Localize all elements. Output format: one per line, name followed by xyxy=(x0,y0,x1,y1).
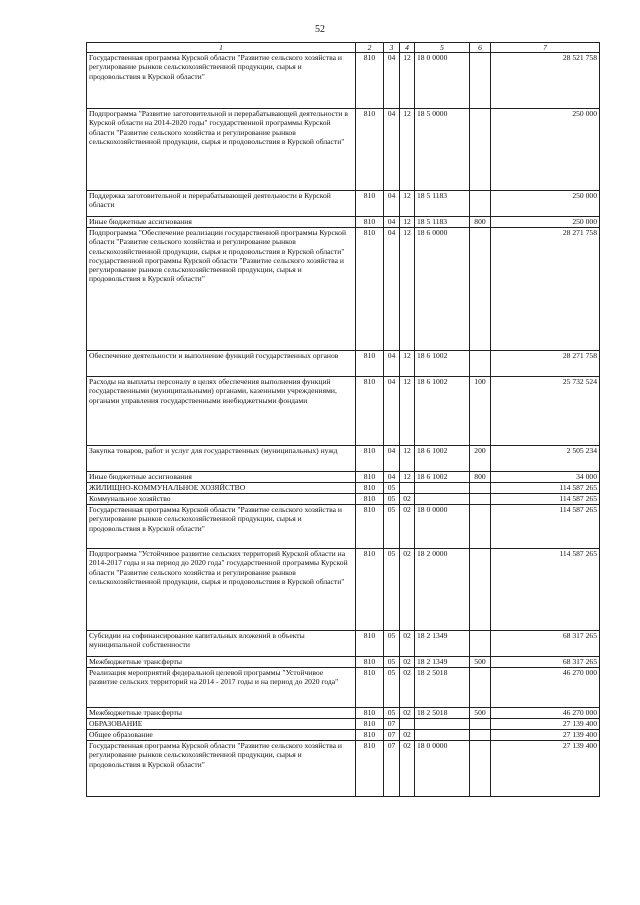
row-target-code: 18 6 1002 xyxy=(415,446,470,472)
row-amount: 28 271 758 xyxy=(491,351,600,377)
row-target-code: 18 0 0000 xyxy=(415,53,470,109)
row-target-code xyxy=(415,483,470,494)
row-amount: 114 587 265 xyxy=(491,549,600,631)
row-section-code: 04 xyxy=(384,446,400,472)
row-section-code: 04 xyxy=(384,217,400,228)
row-ved-code: 810 xyxy=(356,730,384,741)
row-subsection-code: 12 xyxy=(400,217,415,228)
row-ved-code: 810 xyxy=(356,377,384,446)
row-name: Поддержка заготовительной и перерабатывающей деятельности в Курской области xyxy=(87,191,356,217)
table-row xyxy=(87,505,600,549)
row-subsection-code: 12 xyxy=(400,446,415,472)
row-amount: 250 000 xyxy=(491,191,600,217)
row-section-code: 04 xyxy=(384,191,400,217)
row-section-code: 04 xyxy=(384,472,400,483)
row-target-code: 18 6 0000 xyxy=(415,228,470,351)
row-target-code xyxy=(415,730,470,741)
table-row xyxy=(87,109,600,191)
column-header: 6 xyxy=(470,43,491,53)
row-ved-code: 810 xyxy=(356,483,384,494)
row-section-code: 04 xyxy=(384,351,400,377)
row-section-code: 05 xyxy=(384,483,400,494)
row-name: Межбюджетные трансферты xyxy=(87,708,356,719)
row-expense-type-code: 500 xyxy=(470,657,491,668)
row-expense-type-code: 800 xyxy=(470,217,491,228)
row-target-code: 18 6 1002 xyxy=(415,377,470,446)
row-subsection-code: 02 xyxy=(400,494,415,505)
table-row xyxy=(87,191,600,217)
row-amount: 114 587 265 xyxy=(491,494,600,505)
row-target-code: 18 2 1349 xyxy=(415,657,470,668)
row-amount: 25 732 524 xyxy=(491,377,600,446)
row-amount: 28 521 758 xyxy=(491,53,600,109)
row-subsection-code: 02 xyxy=(400,549,415,631)
row-ved-code: 810 xyxy=(356,494,384,505)
row-expense-type-code xyxy=(470,191,491,217)
row-expense-type-code xyxy=(470,483,491,494)
row-subsection-code: 02 xyxy=(400,668,415,708)
row-subsection-code: 12 xyxy=(400,351,415,377)
row-subsection-code: 02 xyxy=(400,657,415,668)
row-name: Государственная программа Курской области "Развитие сельского хозяйства и регулирование рынков сельскохозяйственной продукции, сырья и продовольствия в Курской области" xyxy=(87,505,356,549)
row-section-code: 04 xyxy=(384,53,400,109)
table-row xyxy=(87,472,600,483)
row-amount: 68 317 265 xyxy=(491,657,600,668)
table-row xyxy=(87,549,600,631)
row-name: Иные бюджетные ассигнования xyxy=(87,472,356,483)
row-section-code: 04 xyxy=(384,109,400,191)
row-amount: 27 139 400 xyxy=(491,741,600,797)
row-name: Подпрограмма "Развитие заготовительной и перерабатывающей деятельности в Курской области на 2014-2020 годы" государственной программы Курской области "Развитие сельского хозяйства и регулирование рынков сельскохозяйственной продукции, сырья и продовольствия в Курской области" xyxy=(87,109,356,191)
row-name: ЖИЛИЩНО-КОММУНАЛЬНОЕ ХОЗЯЙСТВО xyxy=(87,483,356,494)
row-expense-type-code: 200 xyxy=(470,446,491,472)
row-expense-type-code xyxy=(470,505,491,549)
row-amount: 28 271 758 xyxy=(491,228,600,351)
table-row xyxy=(87,377,600,446)
table-row xyxy=(87,494,600,505)
row-ved-code: 810 xyxy=(356,668,384,708)
row-ved-code: 810 xyxy=(356,741,384,797)
row-subsection-code xyxy=(400,483,415,494)
row-name: Реализация мероприятий федеральной целевой программы "Устойчивое развитие сельских территорий на 2014 - 2017 годы и на период до 2020 года" xyxy=(87,668,356,708)
row-ved-code: 810 xyxy=(356,719,384,730)
row-name: Иные бюджетные ассигнования xyxy=(87,217,356,228)
row-name: Закупка товаров, работ и услуг для государственных (муниципальных) нужд xyxy=(87,446,356,472)
row-expense-type-code: 100 xyxy=(470,377,491,446)
row-target-code xyxy=(415,494,470,505)
row-amount: 2 505 234 xyxy=(491,446,600,472)
column-header: 2 xyxy=(356,43,384,53)
row-ved-code: 810 xyxy=(356,191,384,217)
row-ved-code: 810 xyxy=(356,631,384,657)
row-target-code xyxy=(415,719,470,730)
row-expense-type-code xyxy=(470,494,491,505)
row-section-code: 07 xyxy=(384,741,400,797)
row-ved-code: 810 xyxy=(356,549,384,631)
row-expense-type-code xyxy=(470,631,491,657)
row-expense-type-code xyxy=(470,741,491,797)
row-amount: 34 000 xyxy=(491,472,600,483)
row-subsection-code: 02 xyxy=(400,631,415,657)
row-name: Общее образование xyxy=(87,730,356,741)
row-section-code: 04 xyxy=(384,377,400,446)
row-subsection-code: 02 xyxy=(400,708,415,719)
row-ved-code: 810 xyxy=(356,228,384,351)
row-subsection-code xyxy=(400,719,415,730)
table-row xyxy=(87,228,600,351)
table-row xyxy=(87,446,600,472)
row-amount: 27 139 400 xyxy=(491,719,600,730)
row-ved-code: 810 xyxy=(356,53,384,109)
table-row xyxy=(87,730,600,741)
row-expense-type-code: 500 xyxy=(470,708,491,719)
row-amount: 46 270 000 xyxy=(491,668,600,708)
row-expense-type-code xyxy=(470,730,491,741)
table-row xyxy=(87,657,600,668)
row-ved-code: 810 xyxy=(356,217,384,228)
row-subsection-code: 12 xyxy=(400,228,415,351)
table-body xyxy=(87,53,600,797)
column-header: 1 xyxy=(87,43,356,53)
row-amount: 114 587 265 xyxy=(491,483,600,494)
table-row xyxy=(87,668,600,708)
row-expense-type-code xyxy=(470,228,491,351)
row-subsection-code: 12 xyxy=(400,377,415,446)
row-name: Обеспечение деятельности и выполнение функций государственных органов xyxy=(87,351,356,377)
row-section-code: 05 xyxy=(384,549,400,631)
row-section-code: 05 xyxy=(384,657,400,668)
row-subsection-code: 12 xyxy=(400,109,415,191)
row-expense-type-code xyxy=(470,351,491,377)
row-target-code: 18 0 0000 xyxy=(415,741,470,797)
table-row xyxy=(87,53,600,109)
row-section-code: 05 xyxy=(384,668,400,708)
table-row xyxy=(87,719,600,730)
row-name: Подпрограмма "Устойчивое развитие сельских территорий Курской области на 2014-2017 годы и на период до 2020 года" государственной программы Курской области "Развитие сельского хозяйства и регулирование рынков сельскохозяйственной продукции, сырья и продовольствия в Курской области" xyxy=(87,549,356,631)
table-row xyxy=(87,631,600,657)
row-name: Субсидии на софинансирование капитальных вложений в объекты муниципальной собственности xyxy=(87,631,356,657)
row-name: Государственная программа Курской области "Развитие сельского хозяйства и регулирование рынков сельскохозяйственной продукции, сырья и продовольствия в Курской области" xyxy=(87,741,356,797)
table-header-row xyxy=(87,43,600,53)
row-ved-code: 810 xyxy=(356,657,384,668)
row-expense-type-code xyxy=(470,53,491,109)
row-ved-code: 810 xyxy=(356,505,384,549)
row-section-code: 05 xyxy=(384,708,400,719)
row-target-code: 18 2 5018 xyxy=(415,708,470,719)
table-row xyxy=(87,351,600,377)
row-name: Расходы на выплаты персоналу в целях обеспечения выполнения функций государственными (муниципальными) органами, казенными учреждениями, органами управления государственными внебюджетными фондами xyxy=(87,377,356,446)
row-name: Межбюджетные трансферты xyxy=(87,657,356,668)
row-section-code: 07 xyxy=(384,719,400,730)
column-header: 4 xyxy=(400,43,415,53)
row-expense-type-code xyxy=(470,719,491,730)
row-section-code: 07 xyxy=(384,730,400,741)
row-amount: 250 000 xyxy=(491,109,600,191)
row-section-code: 05 xyxy=(384,494,400,505)
column-header: 7 xyxy=(491,43,600,53)
row-subsection-code: 02 xyxy=(400,730,415,741)
row-section-code: 05 xyxy=(384,631,400,657)
column-header: 5 xyxy=(415,43,470,53)
row-amount: 27 139 400 xyxy=(491,730,600,741)
row-ved-code: 810 xyxy=(356,708,384,719)
table-row xyxy=(87,483,600,494)
page-number: 52 xyxy=(315,24,325,35)
table-row xyxy=(87,708,600,719)
row-target-code: 18 5 1183 xyxy=(415,217,470,228)
row-ved-code: 810 xyxy=(356,109,384,191)
row-section-code: 05 xyxy=(384,505,400,549)
row-subsection-code: 12 xyxy=(400,191,415,217)
row-ved-code: 810 xyxy=(356,446,384,472)
table-row xyxy=(87,741,600,797)
row-amount: 250 000 xyxy=(491,217,600,228)
row-subsection-code: 12 xyxy=(400,472,415,483)
row-amount: 46 270 000 xyxy=(491,708,600,719)
row-target-code: 18 5 0000 xyxy=(415,109,470,191)
column-header: 3 xyxy=(384,43,400,53)
row-target-code: 18 5 1183 xyxy=(415,191,470,217)
row-ved-code: 810 xyxy=(356,351,384,377)
row-target-code: 18 6 1002 xyxy=(415,351,470,377)
row-expense-type-code xyxy=(470,109,491,191)
row-name: Подпрограмма "Обеспечение реализации государственной программы Курской области "Развитие сельского хозяйства и регулирование рынков сельскохозяйственной продукции, сырья и продовольствия в Курской области" государственной программы Курской области "Развитие сельского хозяйства и регулирование рынков сельскохозяйственной продукции, сырья и продовольствия в Курской области" xyxy=(87,228,356,351)
row-expense-type-code: 800 xyxy=(470,472,491,483)
row-name: Государственная программа Курской области "Развитие сельского хозяйства и регулирование рынков сельскохозяйственной продукции, сырья и продовольствия в Курской области" xyxy=(87,53,356,109)
row-section-code: 04 xyxy=(384,228,400,351)
row-target-code: 18 0 0000 xyxy=(415,505,470,549)
row-target-code: 18 2 5018 xyxy=(415,668,470,708)
row-subsection-code: 02 xyxy=(400,505,415,549)
row-target-code: 18 2 1349 xyxy=(415,631,470,657)
row-ved-code: 810 xyxy=(356,472,384,483)
row-expense-type-code xyxy=(470,668,491,708)
row-expense-type-code xyxy=(470,549,491,631)
row-amount: 114 587 265 xyxy=(491,505,600,549)
row-amount: 68 317 265 xyxy=(491,631,600,657)
row-target-code: 18 6 1002 xyxy=(415,472,470,483)
row-subsection-code: 02 xyxy=(400,741,415,797)
row-name: Коммунальное хозяйство xyxy=(87,494,356,505)
budget-table xyxy=(86,42,600,797)
table-row xyxy=(87,217,600,228)
row-name: ОБРАЗОВАНИЕ xyxy=(87,719,356,730)
row-target-code: 18 2 0000 xyxy=(415,549,470,631)
row-subsection-code: 12 xyxy=(400,53,415,109)
